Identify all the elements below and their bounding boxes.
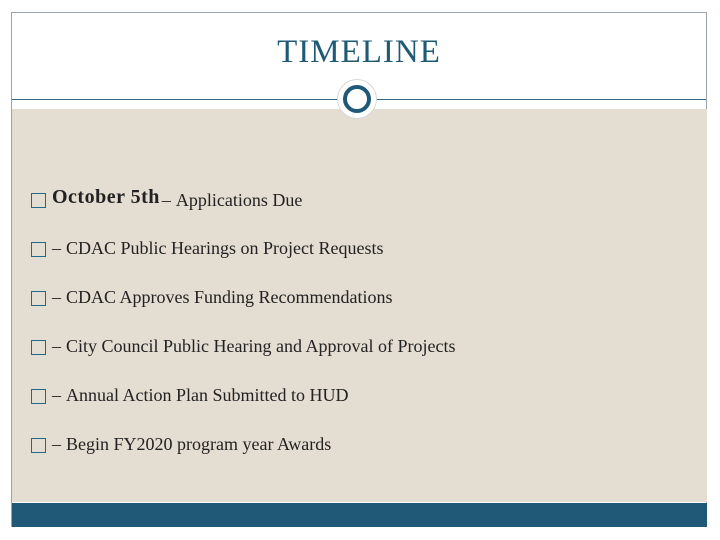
square-bullet-icon xyxy=(31,340,46,355)
bullet-text: Begin FY2020 program year Awards xyxy=(66,434,332,454)
timeline-list xyxy=(31,186,455,480)
square-bullet-icon xyxy=(31,193,46,208)
slide-title: TIMELINE xyxy=(277,34,441,70)
bullet-dash: – xyxy=(52,434,61,454)
bullet-dash: – xyxy=(52,385,61,405)
list-item xyxy=(31,186,455,235)
square-bullet-icon xyxy=(31,242,46,257)
bullet-text: City Council Public Hearing and Approval of Projects xyxy=(66,336,456,356)
ring-ornament-icon xyxy=(338,80,376,118)
square-bullet-icon xyxy=(31,291,46,306)
bullet-date: October 5th xyxy=(52,186,160,208)
bullet-text: Annual Action Plan Submitted to HUD xyxy=(66,385,349,405)
list-item xyxy=(31,333,455,382)
list-item xyxy=(31,431,455,480)
square-bullet-icon xyxy=(31,438,46,453)
footer-band xyxy=(12,503,707,527)
bullet-dash: – xyxy=(52,287,61,307)
list-item xyxy=(31,382,455,431)
ring-ornament-inner xyxy=(343,85,371,113)
bullet-text: CDAC Approves Funding Recommendations xyxy=(66,287,393,307)
bullet-dash: – xyxy=(52,238,61,258)
list-item xyxy=(31,235,455,284)
list-item xyxy=(31,284,455,333)
bullet-dash: – xyxy=(161,190,171,210)
square-bullet-icon xyxy=(31,389,46,404)
bullet-text: CDAC Public Hearings on Project Requests xyxy=(66,238,384,258)
bullet-text: Applications Due xyxy=(175,190,303,210)
bullet-dash: – xyxy=(52,336,61,356)
